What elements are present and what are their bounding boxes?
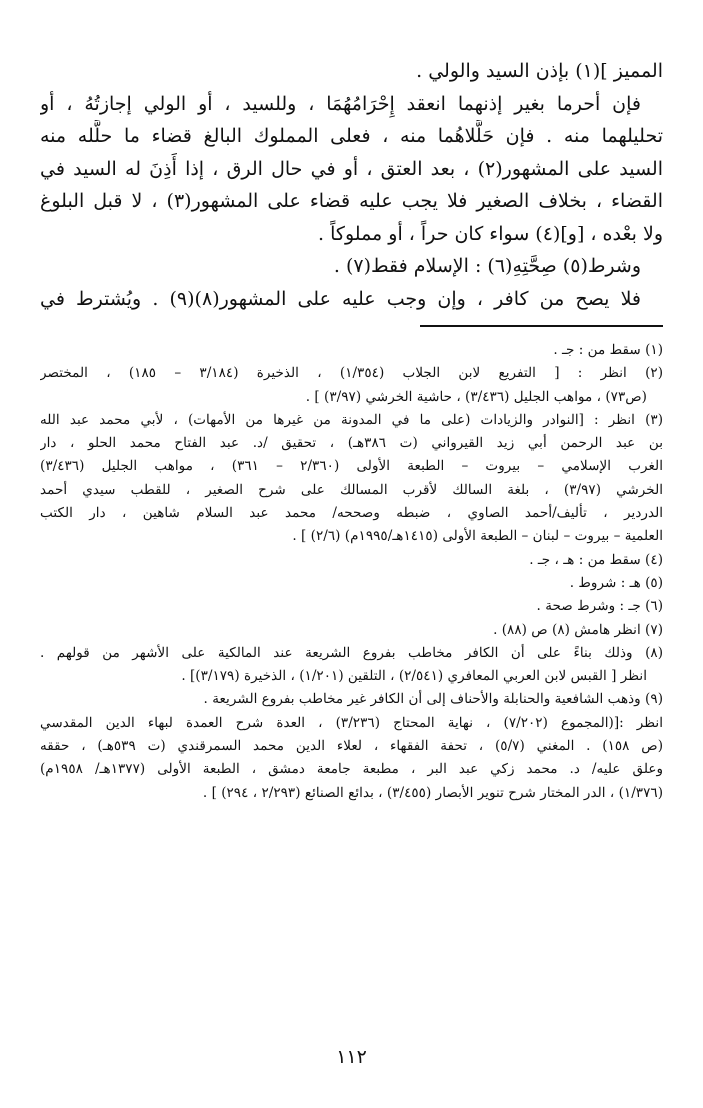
page-number: ١١٢ (336, 1046, 367, 1068)
footnote-line: (٧) انظر هامش (٨) ص (٨٨) . (493, 621, 663, 638)
footnote-separator (420, 325, 663, 327)
footnote-line: بن عبد الرحمن أبي زيد القيرواني (ت ٣٨٦هـ) ، تحقيق /د. عبد الفتاح محمد الحلو ، دار (40, 435, 663, 452)
footnote-line: (٥) هـ : شروط . (569, 574, 663, 591)
footnote-line: (ص٧٣) ، مواهب الجليل (٣/٤٣٦) ، حاشية الخرشي (٣/٩٧) ] . (305, 388, 647, 405)
main-line: القضاء ، بخلاف الصغير فلا يجب عليه قضاء على المشهور(٣) ، لا قبل البلوغ (40, 190, 663, 212)
footnote-line: الغرب الإسلامي – بيروت – الطبعة الأولى (٢/٣٦٠ – ٣٦١) ، مواهب الجليل (٣/٤٣٦) (40, 458, 663, 475)
footnote-line: (١) سقط من : جـ . (553, 342, 663, 358)
footnote-line: (٨) وذلك بناءً على أن الكافر مخاطب بفروع الشريعة عند المالكية على الأشهر من قولهم . (40, 644, 663, 661)
main-line: فلا يصح من كافر ، وإن وجب عليه على المشهور(٨)(٩) . ويُشترط في (40, 287, 641, 310)
main-line: تحليلهما منه . فإن حَلَّلاهُما منه ، فعلى المملوك البالغ قضاء ما حلَّله منه (40, 125, 663, 147)
footnote-line: انظر :[(المجموع (٧/٢٠٢) ، نهاية المحتاج (٣/٢٣٦) ، العدة شرح العمدة لبهاء الدين المقدسي (40, 714, 663, 731)
footnote-line: (٣) انظر : [النوادر والزيادات (على ما في المدونة من غيرها من الأمهات) ، لأبي محمد عبد الله (40, 411, 663, 428)
main-line: ولا بعْده ، [و](٤) سواء كان حراً ، أو مملوكاً . (318, 222, 663, 245)
footnote-line: انظر [ القبس لابن العربي المعافري (٢/٥٤١) ، التلقين (١/٢٠١) ، الذخيرة (٣/١٧٩)] . (181, 668, 647, 685)
footnote-line: (٩) وذهب الشافعية والحنابلة والأحناف إلى أن الكافر غير مخاطب بفروع الشريعة . (203, 691, 663, 708)
main-text (40, 55, 663, 315)
footnote-line: الخرشي (٣/٩٧) ، بلغة السالك لأقرب المسالك على شرح الصغير ، للقطب سيدي أحمد (40, 481, 663, 498)
page-body (40, 55, 663, 805)
main-line: السيد على المشهور(٢) ، بعد العتق ، أو في حال الرق ، إذا أَذِنَ له السيد في (40, 157, 663, 180)
main-line: فإن أحرما بغير إذنهما انعقد إِحْرَامُهُمَا ، وللسيد ، أو الولي إجازتُهُ ، أو (40, 92, 641, 115)
footnote-line: (٢) انظر : [ التفريع لابن الجلاب (١/٣٥٤) ، الذخيرة (٣/١٨٤ – ١٨٥) ، المختصر (40, 365, 663, 382)
main-line: وشرط(٥) صِحَّتِهِ(٦) : الإسلام فقط(٧) . (333, 255, 641, 277)
footnote-line: (١/٣٧٦) ، الدر المختار شرح تنوير الأبصار (٣/٤٥٥) ، بدائع الصنائع (٢/٢٩٣ ، ٢٩٤) ] . (202, 784, 663, 801)
footnote-line: (ص ١٥٨) . المغني (٥/٧) ، تحفة الفقهاء ، لعلاء الدين محمد السمرقندي (ت ٥٣٩هـ) ، حققه (40, 738, 663, 755)
footnote-line: وعلق عليه/ د. محمد زكي عبد البر ، مطبعة جامعة دمشق ، الطبعة الأولى (١٣٧٧هـ/ ١٩٥٨م) (40, 761, 663, 778)
footnote-line: العلمية – بيروت – لبنان – الطبعة الأولى (١٤١٥هـ/١٩٩٥م) (٢/٦) ] . (292, 528, 663, 545)
main-line: المميز ](١) بإذن السيد والولي . (416, 60, 663, 82)
footnote-line: الدردير ، تأليف/أحمد الصاوي ، ضبطه وصححه/ محمد عبد السلام شاهين ، دار الكتب (40, 505, 663, 522)
footnotes (40, 339, 663, 805)
footnote-line: (٦) جـ : وشرط صحة . (536, 598, 663, 615)
footnote-line: (٤) سقط من : هـ ، جـ . (529, 551, 663, 568)
